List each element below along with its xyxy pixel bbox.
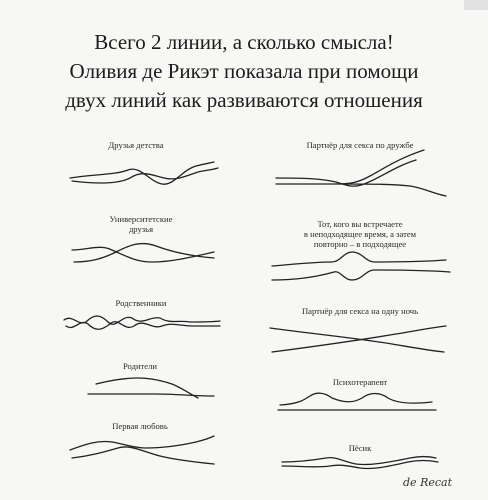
- caption-first-love: Первая любовь: [112, 421, 168, 431]
- caption-dog: Пёсик: [348, 443, 372, 453]
- caption-friends-with-benefits: Партнёр для секса по дружбе: [306, 140, 414, 150]
- line-b: [88, 394, 214, 396]
- caption-right-person-line-2: в неподходящее время, а затем: [303, 229, 417, 239]
- headline-line-3: двух линий как развиваются отношения: [65, 88, 423, 112]
- line-b: [272, 270, 450, 280]
- line-b: [276, 150, 424, 184]
- drawing-therapist: [278, 393, 436, 410]
- headline-line-1: Всего 2 линии, а сколько смысла!: [94, 30, 394, 54]
- line-b: [66, 322, 220, 330]
- caption-one-night-stand: Партнёр для секса на одну ночь: [301, 306, 419, 316]
- line-b: [74, 244, 214, 262]
- caption-childhood-friends: Друзья детства: [108, 140, 164, 150]
- drawing-childhood-friends: [70, 162, 218, 184]
- caption-university-friends-line-1: Университетские: [109, 214, 173, 224]
- line-a: [280, 393, 432, 405]
- headline-line-2: Оливия де Рикэт показала при помощи: [69, 59, 419, 83]
- caption-therapist: Психотерапевт: [332, 377, 388, 387]
- drawing-dog: [282, 457, 438, 469]
- caption-university-friends-line-2: друзья: [128, 224, 154, 234]
- drawing-first-love: [70, 436, 214, 464]
- caption-right-person-line-1: Тот, кого вы встречаете: [317, 219, 403, 229]
- caption-parents: Родители: [122, 361, 158, 371]
- line-b: [72, 447, 214, 464]
- drawing-parents: [88, 378, 214, 398]
- drawing-university-friends: [72, 244, 214, 262]
- line-a: [70, 436, 214, 450]
- drawing-one-night-stand: [270, 326, 446, 352]
- line-a: [70, 162, 214, 184]
- caption-right-person-line-3: повторно – в подходящее: [313, 239, 407, 249]
- line-a: [282, 457, 436, 465]
- drawing-relatives: [64, 316, 220, 329]
- caption-relatives: Родственники: [115, 298, 167, 308]
- artist-signature: de Recat: [403, 476, 452, 489]
- line-a: [272, 252, 446, 266]
- line-a: [276, 160, 416, 186]
- drawing-right-person-wrong-time: [272, 252, 450, 280]
- drawing-friends-with-benefits: [276, 150, 446, 196]
